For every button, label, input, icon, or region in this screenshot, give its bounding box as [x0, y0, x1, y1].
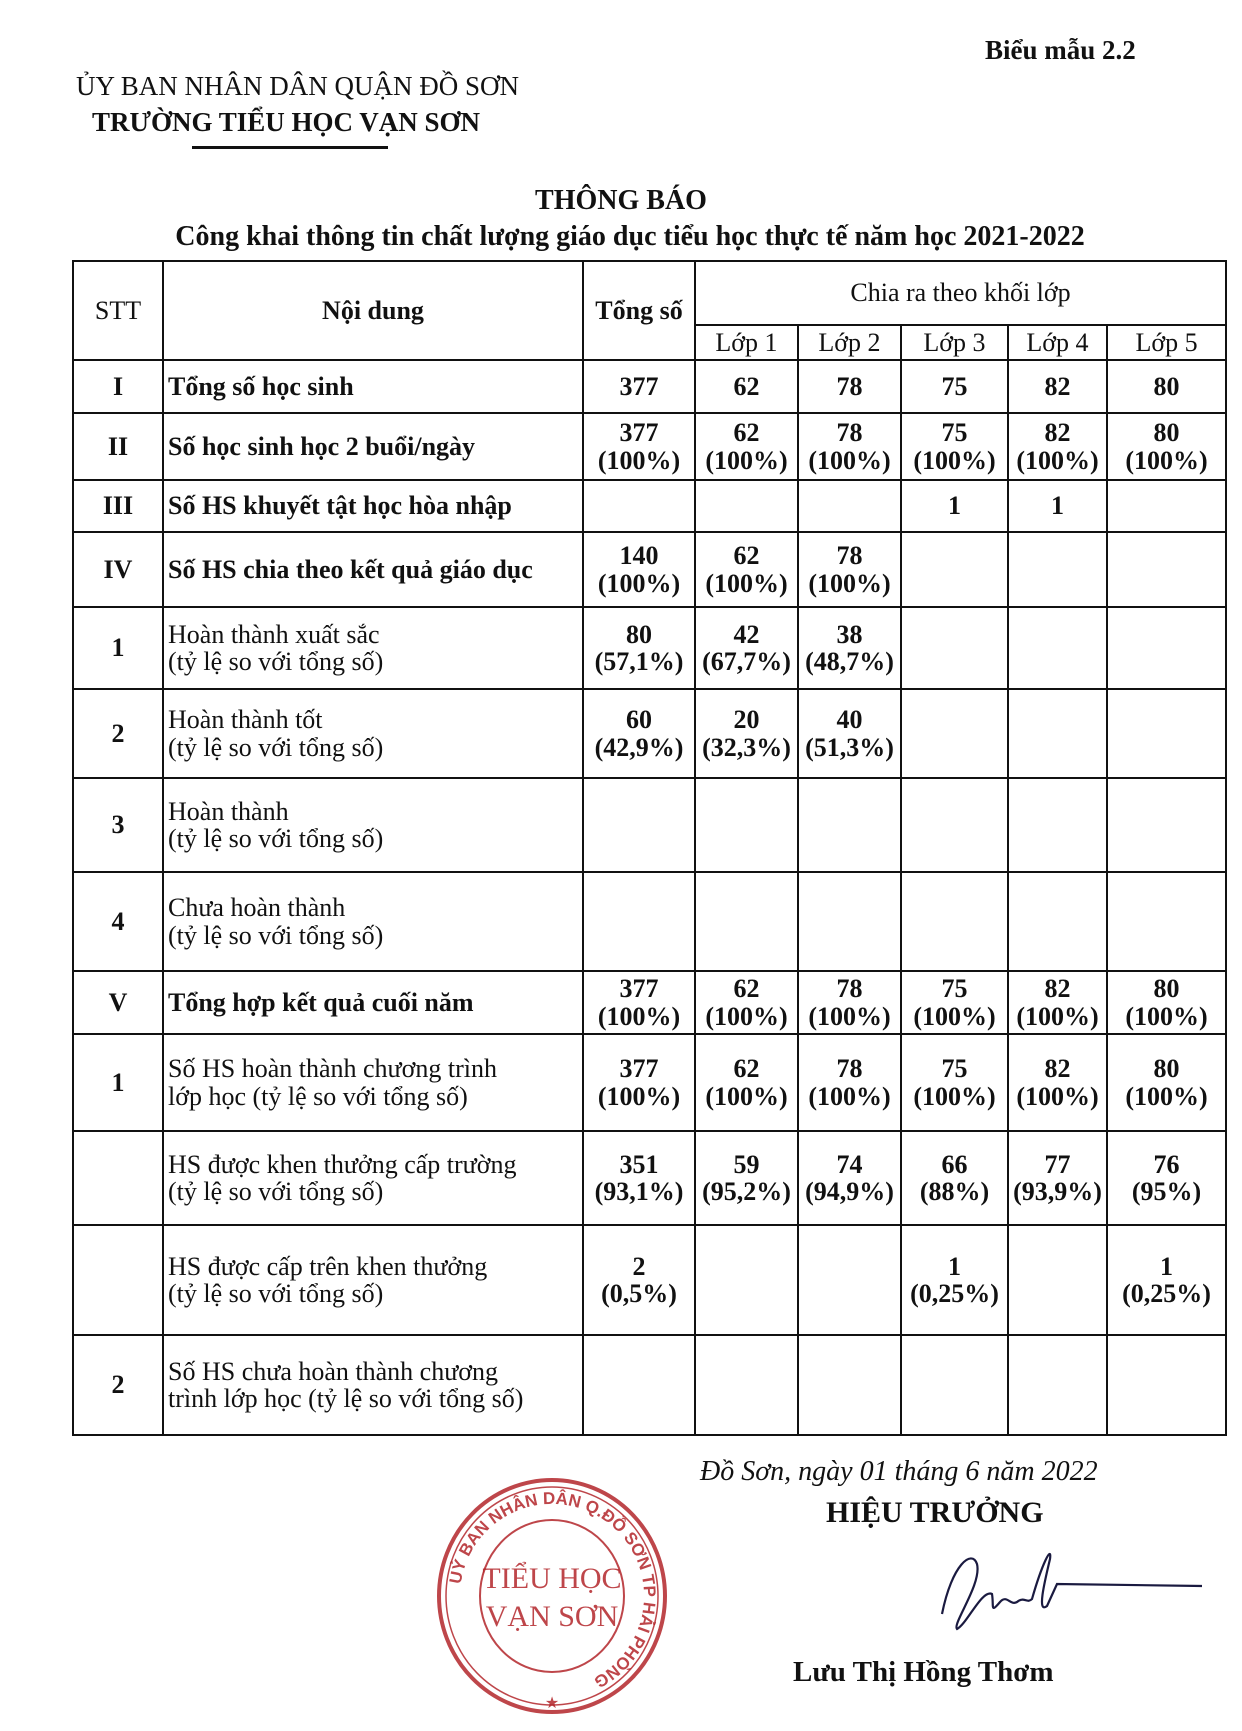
cell-value: 75 — [941, 974, 968, 1004]
row-content-line: (tỷ lệ so với tổng số) — [168, 647, 384, 676]
cell-value: 20 — [733, 705, 760, 735]
document-subtitle: Công khai thông tin chất lượng giáo dục tiểu học thực tế năm học 2021-2022 — [175, 221, 1085, 252]
cell-value: 80 — [1153, 1054, 1180, 1084]
row-content — [163, 1335, 583, 1435]
cell-value: 62 — [733, 418, 760, 448]
row-stt: III — [73, 480, 163, 532]
header-total: Tổng số — [583, 261, 695, 360]
document-title: THÔNG BÁO — [535, 185, 707, 216]
cell-grade-1 — [695, 532, 798, 607]
row-content — [163, 872, 583, 971]
cell-grade-3 — [901, 1225, 1008, 1335]
cell-percent: (94,9%) — [805, 1177, 894, 1206]
cell-value: 1 — [1051, 491, 1064, 521]
cell-percent: (100%) — [597, 445, 681, 475]
row-content — [163, 360, 583, 413]
row-content-line: HS được khen thưởng cấp trường — [168, 1149, 517, 1179]
row-content-line: (tỷ lệ so với tổng số) — [168, 732, 384, 762]
row-content-line: (tỷ lệ so với tổng số) — [168, 824, 384, 853]
cell-percent: (100%) — [808, 568, 891, 598]
cell-total — [583, 689, 695, 778]
cell-value: 66 — [941, 1149, 968, 1179]
cell-value: 62 — [733, 371, 760, 401]
cell-grade-2 — [798, 1131, 901, 1225]
cell-grade-3 — [901, 532, 1008, 607]
cell-value: 75 — [941, 1054, 968, 1084]
row-content — [163, 1225, 583, 1335]
table-row — [73, 778, 1226, 872]
cell-grade-1 — [695, 607, 798, 689]
cell-value: 351 — [619, 1149, 659, 1179]
cell-percent: (100%) — [705, 1081, 788, 1111]
cell-total — [583, 1034, 695, 1131]
signer-name: Lưu Thị Hồng Thơm — [793, 1656, 1054, 1688]
cell-percent: (100%) — [808, 1081, 891, 1111]
cell-grade-4 — [1008, 689, 1107, 778]
cell-percent: (32,3%) — [702, 732, 791, 762]
cell-grade-2 — [798, 689, 901, 778]
cell-value: 80 — [626, 619, 652, 649]
row-stt: 2 — [73, 689, 163, 778]
cell-value: 38 — [836, 619, 863, 649]
school-underline — [192, 146, 388, 149]
cell-percent: (0,5%) — [601, 1279, 677, 1308]
signature-block — [72, 1456, 1225, 1726]
cell-total — [583, 360, 695, 413]
cell-value: 82 — [1044, 371, 1071, 401]
cell-percent: (100%) — [705, 568, 788, 598]
cell-grade-5 — [1107, 413, 1226, 480]
agency-name: ỦY BAN NHÂN DÂN QUẬN ĐỒ SƠN — [76, 71, 519, 101]
cell-percent: (100%) — [1016, 445, 1099, 475]
table-row — [73, 689, 1226, 778]
row-content-line: (tỷ lệ so với tổng số) — [168, 1177, 384, 1206]
cell-grade-4 — [1008, 1225, 1107, 1335]
cell-value: 78 — [836, 541, 863, 571]
cell-percent: (67,7%) — [702, 647, 791, 676]
cell-grade-1 — [695, 971, 798, 1034]
cell-value: 76 — [1153, 1149, 1180, 1179]
cell-grade-4 — [1008, 778, 1107, 872]
row-content-line: Số học sinh học 2 buổi/ngày — [168, 431, 476, 461]
row-content — [163, 778, 583, 872]
row-content-line: Hoàn thành tốt — [168, 705, 323, 735]
header-content: Nội dung — [163, 261, 583, 360]
svg-text:TIỂU HỌC: TIỂU HỌC — [482, 1562, 622, 1595]
table-row — [73, 607, 1226, 689]
cell-percent: (100%) — [1016, 1081, 1099, 1111]
header-grade-2: Lớp 2 — [798, 325, 901, 360]
cell-percent: (100%) — [808, 1001, 891, 1031]
cell-value: 78 — [836, 418, 863, 448]
cell-grade-3 — [901, 689, 1008, 778]
cell-grade-5 — [1107, 778, 1226, 872]
row-stt — [73, 1131, 163, 1225]
cell-total — [583, 971, 695, 1034]
cell-grade-1 — [695, 1034, 798, 1131]
table-row — [73, 360, 1226, 413]
cell-percent: (100%) — [705, 445, 788, 475]
cell-value: 77 — [1044, 1149, 1071, 1179]
row-content-line: Số HS chưa hoàn thành chương — [168, 1356, 499, 1386]
cell-grade-2 — [798, 1335, 901, 1435]
cell-grade-1 — [695, 1225, 798, 1335]
cell-grade-4 — [1008, 872, 1107, 971]
cell-percent: (42,9%) — [594, 732, 684, 762]
quality-table — [72, 260, 1227, 1436]
cell-grade-3 — [901, 872, 1008, 971]
cell-grade-4 — [1008, 607, 1107, 689]
cell-value: 78 — [836, 1054, 863, 1084]
svg-text:★: ★ — [544, 1695, 560, 1712]
cell-grade-2 — [798, 778, 901, 872]
cell-percent: (51,3%) — [805, 732, 894, 762]
cell-value: 2 — [632, 1251, 646, 1281]
cell-grade-3 — [901, 971, 1008, 1034]
cell-percent: (100%) — [597, 1001, 681, 1031]
cell-value: 75 — [941, 371, 968, 401]
header-grade-4: Lớp 4 — [1008, 325, 1107, 360]
row-stt: I — [73, 360, 163, 413]
svg-text:VẠN SƠN: VẠN SƠN — [485, 1600, 619, 1633]
cell-grade-4 — [1008, 413, 1107, 480]
cell-percent: (100%) — [808, 445, 891, 475]
header-grade-1: Lớp 1 — [695, 325, 798, 360]
cell-grade-1 — [695, 413, 798, 480]
cell-grade-4 — [1008, 971, 1107, 1034]
row-stt: II — [73, 413, 163, 480]
cell-percent: (93,1%) — [594, 1177, 684, 1206]
cell-value: 40 — [836, 705, 863, 735]
row-stt: 1 — [73, 1034, 163, 1131]
row-content-line: Tổng hợp kết quả cuối năm — [168, 987, 474, 1017]
row-content — [163, 413, 583, 480]
cell-value: 82 — [1044, 418, 1071, 448]
cell-grade-2 — [798, 1225, 901, 1335]
cell-total — [583, 872, 695, 971]
svg-text:UỶ BAN NHÂN DÂN Q.ĐỒ SƠN TP HẢ: UỶ BAN NHÂN DÂN Q.ĐỒ SƠN TP HẢI PHÒNG — [445, 1488, 660, 1692]
cell-grade-5 — [1107, 1034, 1226, 1131]
cell-total — [583, 778, 695, 872]
row-content — [163, 1131, 583, 1225]
cell-value: 80 — [1153, 418, 1180, 448]
cell-grade-4 — [1008, 360, 1107, 413]
cell-percent: (95,2%) — [702, 1177, 791, 1206]
cell-grade-5 — [1107, 1131, 1226, 1225]
cell-percent: (100%) — [1125, 445, 1208, 475]
cell-grade-5 — [1107, 971, 1226, 1034]
cell-grade-1 — [695, 1131, 798, 1225]
cell-value: 377 — [619, 1054, 659, 1084]
table-body — [73, 360, 1226, 1435]
cell-grade-1 — [695, 778, 798, 872]
cell-value: 62 — [733, 541, 760, 571]
table-row — [73, 1225, 1226, 1335]
row-content-line: Số HS hoàn thành chương trình — [168, 1054, 497, 1084]
cell-grade-2 — [798, 971, 901, 1034]
cell-grade-5 — [1107, 532, 1226, 607]
table-row — [73, 1335, 1226, 1435]
cell-value: 377 — [619, 418, 659, 448]
cell-grade-1 — [695, 1335, 798, 1435]
date-line: Đồ Sơn, ngày 01 tháng 6 năm 2022 — [700, 1456, 1098, 1487]
cell-total — [583, 413, 695, 480]
cell-grade-1 — [695, 872, 798, 971]
cell-value: 60 — [626, 705, 652, 735]
cell-percent: (0,25%) — [910, 1279, 999, 1308]
cell-grade-5 — [1107, 1225, 1226, 1335]
row-content-line: lớp học (tỷ lệ so với tổng số) — [168, 1081, 468, 1111]
row-content-line: Tổng số học sinh — [168, 371, 354, 401]
cell-total — [583, 480, 695, 532]
row-content — [163, 971, 583, 1034]
table-row — [73, 413, 1226, 480]
cell-value: 377 — [619, 371, 659, 401]
row-content — [163, 1034, 583, 1131]
cell-grade-4 — [1008, 1131, 1107, 1225]
cell-value: 75 — [941, 418, 968, 448]
cell-grade-3 — [901, 607, 1008, 689]
row-content-line: Hoàn thành — [168, 796, 289, 826]
cell-percent: (95%) — [1131, 1177, 1202, 1206]
cell-value: 62 — [733, 974, 760, 1004]
cell-total — [583, 1225, 695, 1335]
cell-percent: (100%) — [1125, 1001, 1208, 1031]
cell-percent: (100%) — [1125, 1081, 1208, 1111]
cell-grade-3 — [901, 1131, 1008, 1225]
header-stt: STT — [73, 261, 163, 360]
cell-percent: (100%) — [913, 1001, 996, 1031]
cell-grade-2 — [798, 1034, 901, 1131]
table-row — [73, 1034, 1226, 1131]
row-content — [163, 689, 583, 778]
row-content — [163, 480, 583, 532]
cell-value: 74 — [836, 1149, 863, 1179]
cell-value: 1 — [948, 491, 961, 521]
cell-value: 78 — [836, 371, 863, 401]
cell-grade-2 — [798, 480, 901, 532]
row-content-line: (tỷ lệ so với tổng số) — [168, 1279, 384, 1308]
cell-grade-2 — [798, 872, 901, 971]
row-content-line: HS được cấp trên khen thưởng — [168, 1251, 488, 1281]
cell-grade-5 — [1107, 1335, 1226, 1435]
cell-percent: (88%) — [919, 1177, 990, 1206]
cell-percent: (100%) — [597, 568, 681, 598]
cell-total — [583, 607, 695, 689]
cell-percent: (100%) — [913, 445, 996, 475]
cell-grade-3 — [901, 480, 1008, 532]
cell-grade-3 — [901, 778, 1008, 872]
row-content-line: (tỷ lệ so với tổng số) — [168, 920, 384, 950]
cell-value: 62 — [733, 1054, 760, 1084]
cell-grade-4 — [1008, 1034, 1107, 1131]
cell-value: 82 — [1044, 974, 1071, 1004]
cell-value: 377 — [619, 974, 659, 1004]
cell-total — [583, 1335, 695, 1435]
cell-percent: (100%) — [597, 1081, 681, 1111]
row-stt — [73, 1225, 163, 1335]
table-row — [73, 1131, 1226, 1225]
row-stt: IV — [73, 532, 163, 607]
cell-percent: (100%) — [1016, 1001, 1099, 1031]
cell-grade-3 — [901, 413, 1008, 480]
cell-grade-2 — [798, 360, 901, 413]
cell-grade-5 — [1107, 607, 1226, 689]
cell-grade-2 — [798, 607, 901, 689]
header-by-grade: Chia ra theo khối lớp — [695, 261, 1226, 325]
cell-percent: (48,7%) — [805, 647, 894, 676]
row-stt: V — [73, 971, 163, 1034]
cell-grade-4 — [1008, 480, 1107, 532]
row-content — [163, 532, 583, 607]
cell-total — [583, 1131, 695, 1225]
row-content-line: Số HS chia theo kết quả giáo dục — [168, 554, 533, 584]
row-stt: 3 — [73, 778, 163, 872]
cell-grade-1 — [695, 360, 798, 413]
table-row — [73, 480, 1226, 532]
row-stt: 4 — [73, 872, 163, 971]
cell-grade-3 — [901, 1335, 1008, 1435]
cell-percent: (0,25%) — [1122, 1279, 1211, 1308]
signature — [932, 1544, 1202, 1634]
cell-grade-3 — [901, 360, 1008, 413]
cell-grade-5 — [1107, 689, 1226, 778]
header-grade-5: Lớp 5 — [1107, 325, 1226, 360]
cell-grade-2 — [798, 413, 901, 480]
school-name: TRƯỜNG TIỂU HỌC VẠN SƠN — [92, 107, 481, 137]
row-content — [163, 607, 583, 689]
cell-value: 82 — [1044, 1054, 1071, 1084]
table-row — [73, 532, 1226, 607]
row-content-line: Chưa hoàn thành — [168, 893, 346, 923]
row-stt: 2 — [73, 1335, 163, 1435]
cell-grade-3 — [901, 1034, 1008, 1131]
row-content-line: trình lớp học (tỷ lệ so với tổng số) — [168, 1384, 524, 1413]
cell-percent: (93,9%) — [1013, 1177, 1102, 1206]
cell-grade-4 — [1008, 1335, 1107, 1435]
cell-percent: (100%) — [705, 1001, 788, 1031]
cell-value: 1 — [1160, 1251, 1174, 1281]
cell-grade-4 — [1008, 532, 1107, 607]
cell-grade-1 — [695, 480, 798, 532]
school-stamp — [432, 1476, 672, 1716]
form-code: Biểu mẫu 2.2 — [985, 35, 1136, 65]
cell-grade-5 — [1107, 872, 1226, 971]
row-stt: 1 — [73, 607, 163, 689]
cell-value: 1 — [948, 1251, 961, 1281]
cell-value: 80 — [1153, 974, 1180, 1004]
cell-value: 80 — [1153, 371, 1180, 401]
signer-title: HIỆU TRƯỞNG — [826, 1496, 1044, 1529]
cell-value: 78 — [836, 974, 863, 1004]
cell-grade-5 — [1107, 360, 1226, 413]
cell-grade-1 — [695, 689, 798, 778]
header-grade-3: Lớp 3 — [901, 325, 1008, 360]
table-row — [73, 971, 1226, 1034]
row-content-line: Hoàn thành xuất sắc — [168, 619, 380, 649]
cell-percent: (100%) — [913, 1081, 996, 1111]
cell-value: 140 — [619, 541, 659, 571]
document-body — [72, 260, 1225, 1726]
table-row — [73, 872, 1226, 971]
cell-grade-5 — [1107, 480, 1226, 532]
cell-grade-2 — [798, 532, 901, 607]
cell-value: 59 — [733, 1149, 760, 1179]
cell-value: 42 — [733, 619, 760, 649]
cell-total — [583, 532, 695, 607]
row-content-line: Số HS khuyết tật học hòa nhập — [168, 491, 512, 521]
cell-percent: (57,1%) — [594, 647, 684, 676]
